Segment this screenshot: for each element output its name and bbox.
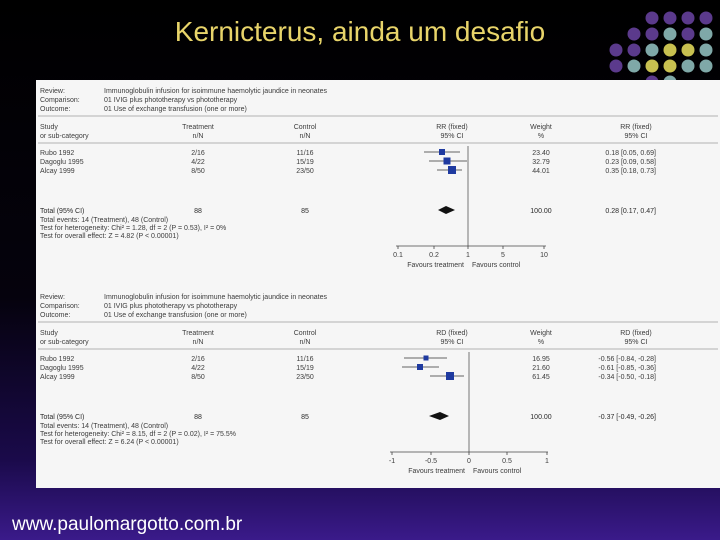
x-axis-tick-label: 0.2 — [429, 252, 439, 259]
forest-plot-image — [36, 80, 720, 488]
stats-line: Total events: 14 (Treatment), 48 (Control) — [40, 423, 169, 430]
review-label: Review: — [40, 88, 65, 95]
favours-control-label: Favours control — [472, 262, 521, 269]
total-label: Total (95% CI) — [40, 208, 85, 215]
total-weight: 100.00 — [530, 208, 552, 215]
decorative-dot — [664, 60, 677, 73]
outcome-label: Outcome: — [40, 312, 71, 319]
review-label: Review: — [40, 294, 65, 301]
column-header-study-sub: or sub-category — [40, 339, 89, 346]
forest-plot-1 — [38, 88, 718, 269]
column-header-effect-ci: RR (fixed) — [620, 124, 652, 131]
study-weight: 21.60 — [532, 365, 550, 372]
study-name: Alcay 1999 — [40, 374, 75, 381]
stats-line: Test for overall effect: Z = 4.82 (P < 0.00001) — [40, 233, 179, 240]
total-control: 85 — [301, 414, 309, 421]
treatment-count: 8/50 — [191, 168, 205, 175]
decorative-dot — [646, 28, 659, 41]
decorative-dot — [664, 28, 677, 41]
comparison-text: 01 IVIG plus phototherapy vs phototherapy — [104, 97, 238, 104]
x-axis-tick-label: 0.1 — [393, 252, 403, 259]
study-name: Rubo 1992 — [40, 356, 75, 363]
study-effect-marker — [417, 364, 423, 370]
column-header-weight-sub: % — [537, 133, 545, 140]
decorative-dot — [610, 60, 623, 73]
study-weight: 61.45 — [532, 374, 550, 381]
column-header-control-sub: n/N — [299, 133, 311, 140]
column-header-treatment-sub: n/N — [192, 133, 204, 140]
study-name: Dagoglu 1995 — [40, 159, 84, 166]
stats-line: Test for overall effect: Z = 6.24 (P < 0.00001) — [40, 439, 179, 446]
column-header-weight-sub: % — [537, 339, 545, 346]
decorative-dot — [700, 12, 713, 25]
outcome-text: 01 Use of exchange transfusion (one or more) — [104, 312, 247, 319]
column-header-control: Control — [293, 124, 317, 131]
review-text: Immunoglobulin infusion for isoimmune haemolytic jaundice in neonates — [104, 88, 327, 95]
total-ci: -0.37 [-0.49, -0.26] — [598, 414, 656, 421]
total-label: Total (95% CI) — [40, 414, 85, 421]
study-weight: 23.40 — [532, 150, 550, 157]
treatment-count: 8/50 — [191, 374, 205, 381]
column-header-weight: Weight — [530, 124, 552, 131]
decorative-dot — [610, 44, 623, 57]
decorative-dot — [700, 60, 713, 73]
study-ci: -0.61 [-0.85, -0.36] — [598, 365, 656, 372]
decorative-dot — [682, 28, 695, 41]
control-count: 11/16 — [296, 150, 314, 157]
x-axis-tick-label: -1 — [388, 458, 396, 465]
stats-line: Total events: 14 (Treatment), 48 (Control) — [40, 217, 169, 224]
decorative-dot — [682, 60, 695, 73]
study-ci: 0.18 [0.05, 0.69] — [605, 150, 656, 157]
favours-treatment-label: Favours treatment — [407, 262, 464, 269]
x-axis-tick-label: 1 — [466, 252, 470, 259]
x-axis-tick-label: -0.5 — [424, 458, 438, 465]
total-control: 85 — [301, 208, 309, 215]
decorative-dot — [682, 12, 695, 25]
control-count: 15/19 — [296, 159, 314, 166]
slide-title: Kernicterus, ainda um desafio — [174, 16, 546, 47]
x-axis-tick-label: 5 — [501, 252, 505, 259]
treatment-count: 4/22 — [191, 159, 205, 166]
column-header-control: Control — [293, 330, 317, 337]
total-treatment: 88 — [194, 414, 202, 421]
treatment-count: 2/16 — [191, 356, 205, 363]
study-weight: 44.01 — [532, 168, 550, 175]
decorative-dot — [700, 44, 713, 57]
column-header-treatment: Treatment — [182, 330, 214, 337]
forest-plot-2 — [38, 294, 718, 475]
study-name: Alcay 1999 — [40, 168, 75, 175]
study-ci: 0.23 [0.09, 0.58] — [605, 159, 656, 166]
column-header-effect-ci-sub: 95% CI — [624, 133, 648, 140]
x-axis-tick-label: 0 — [467, 458, 471, 465]
control-count: 23/50 — [296, 168, 314, 175]
decorative-dot — [664, 44, 677, 57]
study-ci: -0.56 [-0.84, -0.28] — [598, 356, 656, 363]
comparison-label: Comparison: — [40, 97, 80, 104]
x-axis-tick-label: 0.5 — [502, 458, 512, 465]
total-ci: 0.28 [0.17, 0.47] — [605, 208, 656, 215]
x-axis-tick-label: 1 — [545, 458, 549, 465]
decorative-dot — [628, 60, 641, 73]
pooled-effect-diamond — [438, 206, 455, 214]
control-count: 23/50 — [296, 374, 314, 381]
review-text: Immunoglobulin infusion for isoimmune haemolytic jaundice in neonates — [104, 294, 327, 301]
control-count: 11/16 — [296, 356, 314, 363]
study-name: Rubo 1992 — [40, 150, 75, 157]
column-header-treatment: Treatment — [182, 124, 214, 131]
treatment-count: 2/16 — [191, 150, 205, 157]
total-treatment: 88 — [194, 208, 202, 215]
column-header-effect: RD (fixed) — [436, 330, 468, 337]
outcome-text: 01 Use of exchange transfusion (one or more) — [104, 106, 247, 113]
x-axis-tick-label: 10 — [540, 252, 548, 259]
control-count: 15/19 — [296, 365, 314, 372]
study-weight: 16.95 — [532, 356, 550, 363]
decorative-dot — [646, 44, 659, 57]
stats-line: Test for heterogeneity: Chi² = 8.15, df = 2 (P = 0.02), I² = 75.5% — [40, 431, 236, 438]
column-header-effect-ci-sub: 95% CI — [624, 339, 648, 346]
column-header-study-sub: or sub-category — [40, 133, 89, 140]
decorative-dot — [682, 44, 695, 57]
column-header-control-sub: n/N — [299, 339, 311, 346]
study-effect-marker — [439, 149, 445, 155]
column-header-effect-sub: 95% CI — [440, 133, 464, 140]
study-ci: -0.34 [-0.50, -0.18] — [598, 374, 656, 381]
decorative-dot — [628, 28, 641, 41]
favours-treatment-label: Favours treatment — [408, 468, 465, 475]
decorative-dot — [664, 12, 677, 25]
study-effect-marker — [444, 158, 451, 165]
column-header-effect-ci: RD (fixed) — [620, 330, 652, 337]
study-weight: 32.79 — [532, 159, 550, 166]
study-name: Dagoglu 1995 — [40, 365, 84, 372]
outcome-label: Outcome: — [40, 106, 71, 113]
decorative-dot — [646, 60, 659, 73]
study-effect-marker — [448, 166, 456, 174]
pooled-effect-diamond — [429, 412, 449, 420]
column-header-treatment-sub: n/N — [192, 339, 204, 346]
total-weight: 100.00 — [530, 414, 552, 421]
treatment-count: 4/22 — [191, 365, 205, 372]
forest-plot-figure — [36, 80, 720, 488]
study-effect-marker — [446, 372, 454, 380]
stats-line: Test for heterogeneity: Chi² = 1.28, df = 2 (P = 0.53), I² = 0% — [40, 225, 227, 232]
study-ci: 0.35 [0.18, 0.73] — [605, 168, 656, 175]
column-header-effect: RR (fixed) — [436, 124, 468, 131]
column-header-study: Study — [40, 124, 58, 131]
favours-control-label: Favours control — [473, 468, 522, 475]
footer-url[interactable]: www.paulomargotto.com.br — [12, 514, 243, 535]
comparison-text: 01 IVIG plus phototherapy vs phototherapy — [104, 303, 238, 310]
study-effect-marker — [424, 356, 429, 361]
column-header-weight: Weight — [530, 330, 552, 337]
column-header-study: Study — [40, 330, 58, 337]
comparison-label: Comparison: — [40, 303, 80, 310]
decorative-dot — [700, 28, 713, 41]
column-header-effect-sub: 95% CI — [440, 339, 464, 346]
decorative-dot — [646, 12, 659, 25]
decorative-dot — [628, 44, 641, 57]
